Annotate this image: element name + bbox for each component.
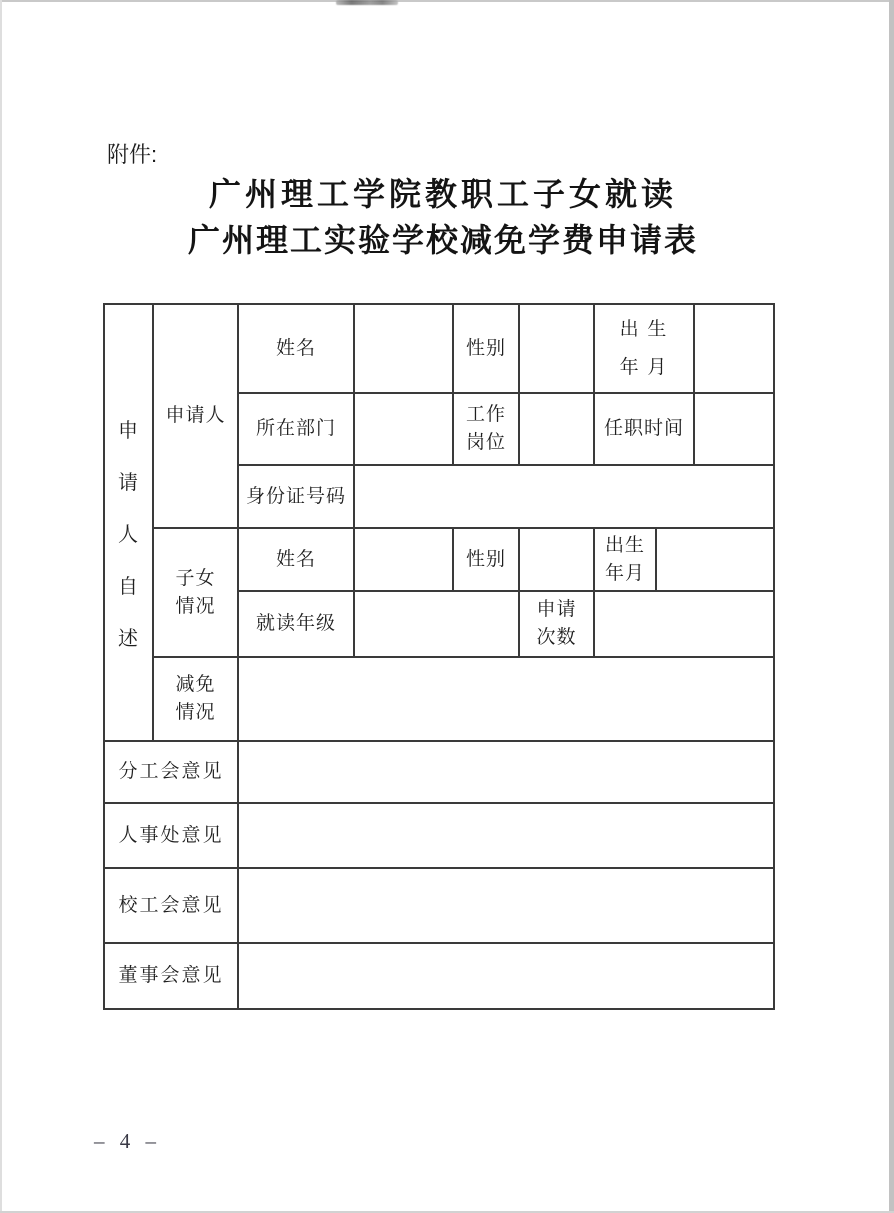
hr-office-opinion-value-cell (239, 804, 775, 869)
applicant-row-2 (239, 394, 775, 466)
opinion-row-school-union (105, 869, 775, 944)
board-opinion-value-cell (239, 944, 775, 1010)
children-block (154, 529, 775, 658)
child-gender-value-cell (520, 529, 595, 592)
child-grade-label: 就读年级 (239, 592, 355, 658)
child-gender-label: 性别 (454, 529, 520, 592)
waiver-section-label: 减免 情况 (154, 658, 239, 742)
applicant-birthdate-label: 出 生 年 月 (595, 305, 695, 394)
waiver-block (154, 658, 775, 742)
applicant-name-value-cell (355, 305, 454, 394)
applicant-block (154, 305, 775, 529)
waiver-value-cell (239, 658, 775, 742)
scan-edge-right (889, 0, 894, 1213)
applicant-department-value-cell (355, 394, 454, 466)
hr-office-opinion-label: 人事处意见 (105, 804, 239, 869)
child-name-label: 姓名 (239, 529, 355, 592)
self-statement-column (105, 305, 154, 742)
applicant-job-position-value-cell (520, 394, 595, 466)
self-statement-char: 自 (118, 576, 139, 598)
application-count-label: 申请 次数 (520, 592, 595, 658)
child-grade-value-cell (355, 592, 520, 658)
applicant-id-number-label: 身份证号码 (239, 466, 355, 529)
scan-edge-top (0, 0, 894, 2)
applicant-row-1 (239, 305, 775, 394)
applicant-gender-value-cell (520, 305, 595, 394)
school-union-opinion-value-cell (239, 869, 775, 944)
applicant-gender-label: 性别 (454, 305, 520, 394)
applicant-department-label: 所在部门 (239, 394, 355, 466)
child-birthdate-value-cell (657, 529, 775, 592)
self-statement-char: 述 (118, 628, 139, 650)
applicant-tenure-value-cell (695, 394, 775, 466)
attachment-label: 附件: (107, 142, 158, 167)
school-union-opinion-label: 校工会意见 (105, 869, 239, 944)
opinion-row-board (105, 944, 775, 1010)
self-statement-char: 请 (118, 472, 139, 494)
board-opinion-label: 董事会意见 (105, 944, 239, 1010)
children-section-label: 子女 情况 (154, 529, 239, 658)
applicant-name-label: 姓名 (239, 305, 355, 394)
applicant-id-number-value-cell (355, 466, 775, 529)
applicant-tenure-label: 任职时间 (595, 394, 695, 466)
application-form-table (103, 303, 775, 1010)
scan-smudge (336, 0, 398, 5)
branch-union-opinion-label: 分工会意见 (105, 742, 239, 804)
child-name-value-cell (355, 529, 454, 592)
self-statement-char: 人 (118, 524, 139, 546)
title-line-1: 广州理工学院教职工子女就读 (208, 176, 677, 212)
applicant-job-position-label: 工作 岗位 (454, 394, 520, 466)
self-statement-char: 申 (118, 420, 139, 442)
application-count-value-cell (595, 592, 775, 658)
applicant-section-label: 申请人 (154, 305, 239, 529)
branch-union-opinion-value-cell (239, 742, 775, 804)
applicant-birthdate-value-cell (695, 305, 775, 394)
opinion-row-branch-union (105, 742, 775, 804)
page-number: – 4 – (94, 1129, 161, 1153)
opinion-row-hr-office (105, 804, 775, 869)
child-row-1 (239, 529, 775, 592)
form-title (0, 171, 886, 263)
title-line-2: 广州理工实验学校减免学费申请表 (187, 222, 698, 258)
child-row-2 (239, 592, 775, 658)
self-statement-section (105, 305, 775, 742)
child-birthdate-label: 出生 年月 (595, 529, 657, 592)
applicant-row-3 (239, 466, 775, 529)
